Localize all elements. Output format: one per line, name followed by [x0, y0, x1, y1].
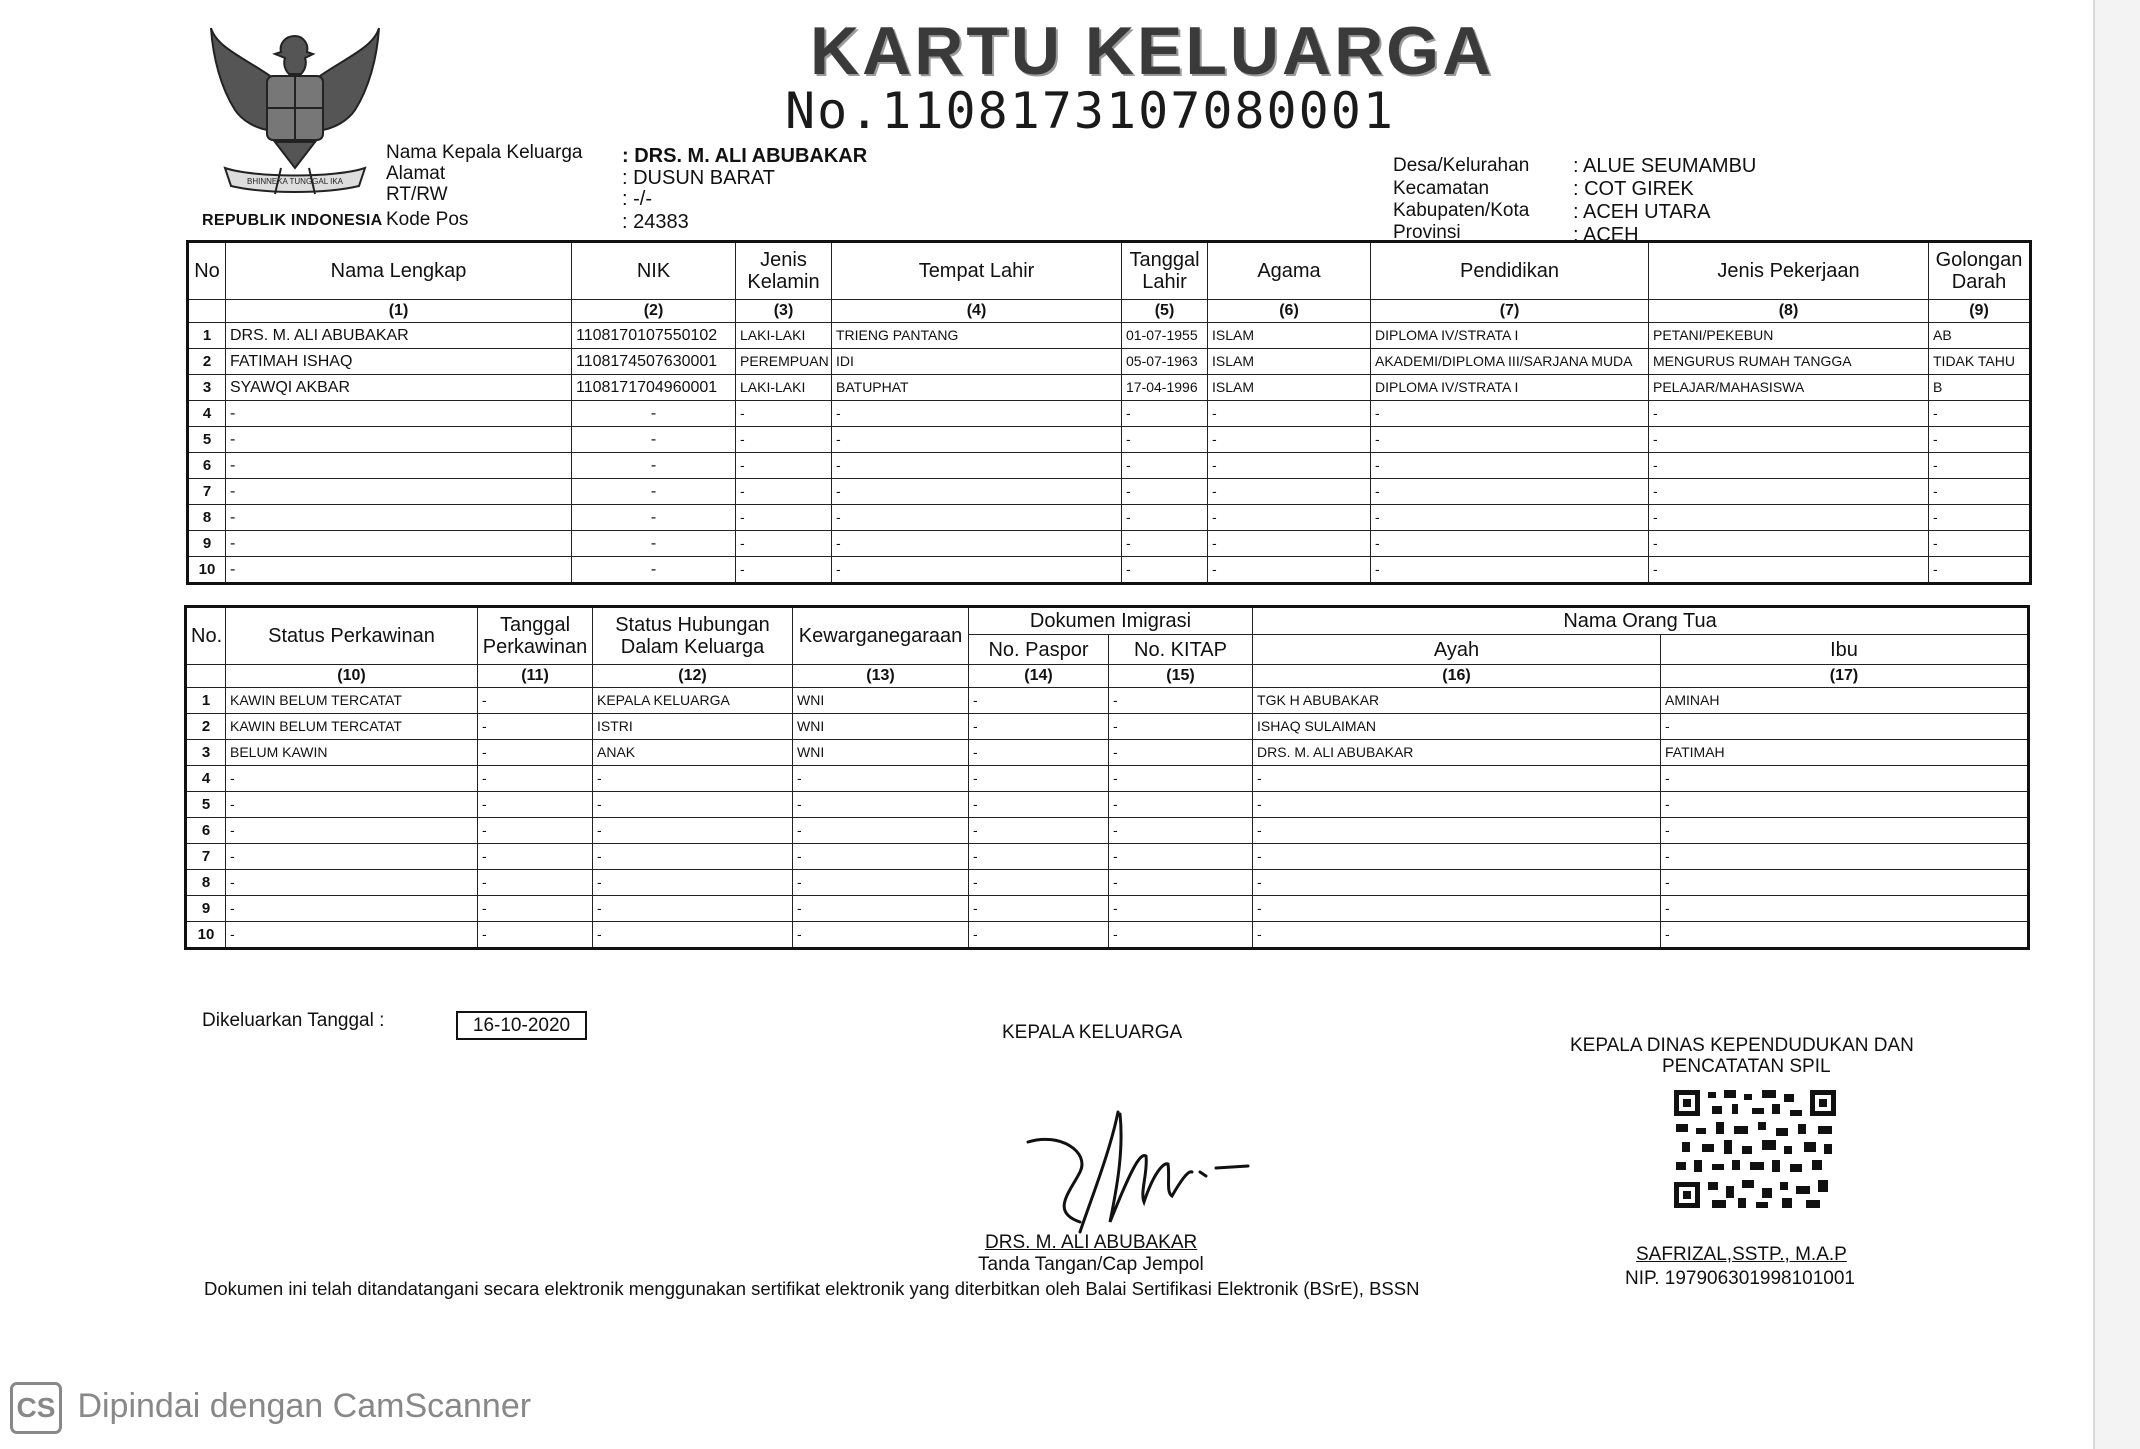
column-number-jenis-kelamin: (3) — [736, 300, 832, 323]
column-number-golongan-darah: (9) — [1929, 300, 2031, 323]
cell-jenis-kelamin: - — [736, 427, 832, 453]
cell-nama-lengkap: - — [226, 427, 572, 453]
cell-golongan-darah: - — [1929, 453, 2031, 479]
cell-status-hubungan: - — [593, 870, 793, 896]
header-ayah: Ayah — [1253, 635, 1661, 665]
cell-no: 6 — [186, 818, 226, 844]
cell-no-kitap: - — [1109, 766, 1253, 792]
official-name: SAFRIZAL,SSTP., M.A.P — [1636, 1244, 1847, 1265]
electronic-signature-disclaimer: Dokumen ini telah ditandatangani secara elektronik menggunakan sertifikat elektronik yang diterbitkan oleh Balai Sertifikasi Elektronik (BSrE), BSSN — [204, 1278, 1420, 1299]
cell-ayah: ISHAQ SULAIMAN — [1253, 714, 1661, 740]
table2-column-number-row — [186, 665, 2029, 688]
garuda-emblem-icon — [205, 18, 385, 213]
cell-tanggal-lahir: - — [1122, 427, 1208, 453]
cell-no-kitap: - — [1109, 792, 1253, 818]
header-no-kitap: No. KITAP — [1109, 635, 1253, 665]
cell-jenis-kelamin: - — [736, 505, 832, 531]
header-no-paspor: No. Paspor — [969, 635, 1109, 665]
cell-ayah: - — [1253, 792, 1661, 818]
column-number-no — [186, 665, 226, 688]
cell-pendidikan: DIPLOMA IV/STRATA I — [1371, 323, 1649, 349]
cell-status-perkawinan: - — [226, 896, 478, 922]
cell-tempat-lahir: BATUPHAT — [832, 375, 1122, 401]
cell-status-perkawinan: - — [226, 818, 478, 844]
cell-no-paspor: - — [969, 714, 1109, 740]
cell-kewarganegaraan: - — [793, 818, 969, 844]
cell-golongan-darah: - — [1929, 427, 2031, 453]
cell-no: 7 — [188, 479, 226, 505]
cell-status-perkawinan: KAWIN BELUM TERCATAT — [226, 714, 478, 740]
header-kewarganegaraan: Kewarganegaraan — [793, 607, 969, 665]
cell-ayah: TGK H ABUBAKAR — [1253, 688, 1661, 714]
column-number-no — [188, 300, 226, 323]
value-alamat: : DUSUN BARAT — [622, 167, 775, 189]
column-number-jenis-pekerjaan: (8) — [1649, 300, 1929, 323]
cell-ibu: - — [1661, 922, 2029, 949]
cell-tanggal-perkawinan: - — [478, 818, 593, 844]
cell-ayah: DRS. M. ALI ABUBAKAR — [1253, 740, 1661, 766]
header-ibu: Ibu — [1661, 635, 2029, 665]
column-number-tanggal-perkawinan: (11) — [478, 665, 593, 688]
label-provinsi: Provinsi — [1393, 222, 1461, 243]
cell-tanggal-lahir: - — [1122, 557, 1208, 584]
cell-golongan-darah: B — [1929, 375, 2031, 401]
cell-kewarganegaraan: WNI — [793, 714, 969, 740]
table1-body — [188, 323, 2031, 584]
cell-jenis-pekerjaan: - — [1649, 453, 1929, 479]
cell-jenis-pekerjaan: - — [1649, 427, 1929, 453]
document-number: No.1108173107080001 — [785, 82, 1395, 140]
table-row — [188, 531, 2031, 557]
cell-nama-lengkap: - — [226, 531, 572, 557]
cell-pendidikan: - — [1371, 505, 1649, 531]
cell-no: 1 — [186, 688, 226, 714]
cell-tanggal-perkawinan: - — [478, 714, 593, 740]
cell-tempat-lahir: - — [832, 427, 1122, 453]
header-pendidikan: Pendidikan — [1371, 242, 1649, 300]
qr-code-icon — [1672, 1088, 1838, 1210]
cell-no: 1 — [188, 323, 226, 349]
cell-status-perkawinan: - — [226, 922, 478, 949]
emblem-motto: BHINNEKA TUNGGAL IKA — [246, 177, 344, 186]
cell-no-kitap: - — [1109, 740, 1253, 766]
cell-status-hubungan: - — [593, 818, 793, 844]
cell-ibu: - — [1661, 766, 2029, 792]
column-number-no-paspor: (14) — [969, 665, 1109, 688]
cell-nama-lengkap: - — [226, 557, 572, 584]
cell-ibu: - — [1661, 896, 2029, 922]
table-row — [186, 740, 2029, 766]
cell-status-hubungan: - — [593, 922, 793, 949]
header-tanggal-perkawinan: Tanggal Perkawinan — [478, 607, 593, 665]
cell-tanggal-lahir: - — [1122, 531, 1208, 557]
cell-jenis-kelamin: LAKI-LAKI — [736, 375, 832, 401]
header-no: No. — [186, 607, 226, 665]
cell-agama: ISLAM — [1208, 349, 1371, 375]
cell-golongan-darah: - — [1929, 557, 2031, 584]
cell-status-perkawinan: KAWIN BELUM TERCATAT — [226, 688, 478, 714]
header-dokumen-imigrasi: Dokumen Imigrasi — [969, 607, 1253, 635]
cell-jenis-kelamin: - — [736, 453, 832, 479]
header-nama-orang-tua: Nama Orang Tua — [1253, 607, 2029, 635]
cell-kewarganegaraan: - — [793, 922, 969, 949]
table-row — [186, 896, 2029, 922]
column-number-ayah: (16) — [1253, 665, 1661, 688]
cell-tanggal-perkawinan: - — [478, 766, 593, 792]
table-row — [188, 375, 2031, 401]
cell-tempat-lahir: IDI — [832, 349, 1122, 375]
cell-nama-lengkap: - — [226, 401, 572, 427]
cell-ayah: - — [1253, 896, 1661, 922]
cell-no: 6 — [188, 453, 226, 479]
cell-status-perkawinan: BELUM KAWIN — [226, 740, 478, 766]
cell-status-perkawinan: - — [226, 844, 478, 870]
cell-no: 5 — [186, 792, 226, 818]
issued-date-label: Dikeluarkan Tanggal : — [202, 1010, 385, 1031]
column-number-pendidikan: (7) — [1371, 300, 1649, 323]
cell-golongan-darah: - — [1929, 531, 2031, 557]
kepala-keluarga-name: DRS. M. ALI ABUBAKAR — [985, 1232, 1198, 1253]
cell-no: 2 — [186, 714, 226, 740]
cell-ayah: - — [1253, 922, 1661, 949]
column-number-tempat-lahir: (4) — [832, 300, 1122, 323]
value-kode-pos: : 24383 — [622, 211, 689, 233]
label-kode-pos: Kode Pos — [386, 209, 469, 230]
cell-agama: - — [1208, 531, 1371, 557]
cell-no-paspor: - — [969, 792, 1109, 818]
column-number-ibu: (17) — [1661, 665, 2029, 688]
cell-tempat-lahir: - — [832, 531, 1122, 557]
cell-ibu: AMINAH — [1661, 688, 2029, 714]
camscanner-watermark — [10, 1382, 531, 1434]
cell-status-hubungan: KEPALA KELUARGA — [593, 688, 793, 714]
cell-nik: - — [572, 505, 736, 531]
cell-status-hubungan: - — [593, 766, 793, 792]
cell-no-paspor: - — [969, 896, 1109, 922]
cell-nik: - — [572, 427, 736, 453]
table2-body — [186, 688, 2029, 949]
header-jenis-pekerjaan: Jenis Pekerjaan — [1649, 242, 1929, 300]
label-kecamatan: Kecamatan — [1393, 178, 1490, 199]
cell-tanggal-perkawinan: - — [478, 896, 593, 922]
cell-no-paspor: - — [969, 688, 1109, 714]
cell-tanggal-lahir: - — [1122, 453, 1208, 479]
value-rtrw: : -/- — [622, 188, 652, 210]
official-nip: NIP. 197906301998101001 — [1625, 1268, 1855, 1289]
header-jenis-kelamin: Jenis Kelamin — [736, 242, 832, 300]
cell-jenis-pekerjaan: - — [1649, 401, 1929, 427]
cell-nik: - — [572, 453, 736, 479]
cell-no: 2 — [188, 349, 226, 375]
table-row — [188, 453, 2031, 479]
table-row — [186, 766, 2029, 792]
camscanner-logo-icon: CS — [10, 1382, 62, 1434]
cell-tempat-lahir: - — [832, 401, 1122, 427]
value-kecamatan: : COT GIREK — [1573, 178, 1694, 200]
kepala-dinas-title-line1: KEPALA DINAS KEPENDUDUKAN DAN — [1570, 1035, 1914, 1056]
cell-jenis-pekerjaan: MENGURUS RUMAH TANGGA — [1649, 349, 1929, 375]
kepala-keluarga-label: KEPALA KELUARGA — [1002, 1022, 1183, 1043]
cell-tempat-lahir: - — [832, 557, 1122, 584]
cell-kewarganegaraan: - — [793, 844, 969, 870]
cell-tanggal-perkawinan: - — [478, 740, 593, 766]
document-title: KARTU KELUARGA — [810, 13, 1495, 89]
column-number-nama-lengkap: (1) — [226, 300, 572, 323]
cell-jenis-pekerjaan: - — [1649, 557, 1929, 584]
cell-pendidikan: - — [1371, 427, 1649, 453]
cell-ibu: - — [1661, 870, 2029, 896]
cell-status-perkawinan: - — [226, 766, 478, 792]
table-row — [186, 688, 2029, 714]
cell-pendidikan: - — [1371, 453, 1649, 479]
cell-no: 9 — [186, 896, 226, 922]
cell-tanggal-lahir: 17-04-1996 — [1122, 375, 1208, 401]
value-kabupaten: : ACEH UTARA — [1573, 201, 1711, 223]
cell-ibu: - — [1661, 844, 2029, 870]
cell-pendidikan: DIPLOMA IV/STRATA I — [1371, 375, 1649, 401]
cell-no-paspor: - — [969, 844, 1109, 870]
value-desa: : ALUE SEUMAMBU — [1573, 155, 1757, 177]
cell-tanggal-perkawinan: - — [478, 792, 593, 818]
label-alamat: Alamat — [386, 163, 446, 184]
table-row — [188, 349, 2031, 375]
cell-nik: 1108170107550102 — [572, 323, 736, 349]
cell-ibu: - — [1661, 818, 2029, 844]
column-number-kewarganegaraan: (13) — [793, 665, 969, 688]
cell-no: 10 — [188, 557, 226, 584]
table2-header-row-1 — [186, 607, 2029, 635]
table-row — [188, 557, 2031, 584]
cell-no-kitap: - — [1109, 844, 1253, 870]
header-agama: Agama — [1208, 242, 1371, 300]
cell-no: 9 — [188, 531, 226, 557]
table-row — [188, 427, 2031, 453]
table1-header-row — [188, 242, 2031, 300]
cell-pendidikan: - — [1371, 557, 1649, 584]
cell-tempat-lahir: - — [832, 505, 1122, 531]
table-row — [188, 505, 2031, 531]
cell-no-paspor: - — [969, 818, 1109, 844]
cell-tanggal-perkawinan: - — [478, 844, 593, 870]
table-row — [188, 401, 2031, 427]
header-no: No — [188, 242, 226, 300]
cell-kewarganegaraan: - — [793, 896, 969, 922]
cell-ibu: - — [1661, 714, 2029, 740]
column-number-status-perkawinan: (10) — [226, 665, 478, 688]
camscanner-text: Dipindai dengan CamScanner — [77, 1386, 532, 1425]
table-row — [186, 844, 2029, 870]
table-row — [188, 479, 2031, 505]
cell-tanggal-lahir: 01-07-1955 — [1122, 323, 1208, 349]
cell-status-perkawinan: - — [226, 792, 478, 818]
cell-jenis-kelamin: PEREMPUAN — [736, 349, 832, 375]
cell-ayah: - — [1253, 870, 1661, 896]
cell-no-paspor: - — [969, 766, 1109, 792]
header-golongan-darah: Golongan Darah — [1929, 242, 2031, 300]
cell-status-hubungan: - — [593, 844, 793, 870]
cell-agama: - — [1208, 427, 1371, 453]
cell-jenis-kelamin: LAKI-LAKI — [736, 323, 832, 349]
cell-agama: - — [1208, 401, 1371, 427]
table-row — [188, 323, 2031, 349]
cell-no: 7 — [186, 844, 226, 870]
cell-jenis-pekerjaan: - — [1649, 531, 1929, 557]
cell-no: 3 — [188, 375, 226, 401]
cell-ayah: - — [1253, 766, 1661, 792]
cell-kewarganegaraan: - — [793, 870, 969, 896]
cell-agama: - — [1208, 453, 1371, 479]
header-status-hubungan: Status Hubungan Dalam Keluarga — [593, 607, 793, 665]
header-tanggal-lahir: Tanggal Lahir — [1122, 242, 1208, 300]
cell-kewarganegaraan: WNI — [793, 740, 969, 766]
cell-agama: ISLAM — [1208, 375, 1371, 401]
scan-edge — [2093, 0, 2140, 1449]
cell-golongan-darah: AB — [1929, 323, 2031, 349]
table1-column-number-row — [188, 300, 2031, 323]
cell-agama: - — [1208, 505, 1371, 531]
cell-no-paspor: - — [969, 922, 1109, 949]
cell-nama-lengkap: - — [226, 453, 572, 479]
cell-pendidikan: AKADEMI/DIPLOMA III/SARJANA MUDA — [1371, 349, 1649, 375]
cell-kewarganegaraan: WNI — [793, 688, 969, 714]
cell-pendidikan: - — [1371, 479, 1649, 505]
cell-ibu: FATIMAH — [1661, 740, 2029, 766]
cell-pendidikan: - — [1371, 401, 1649, 427]
cell-tanggal-lahir: 05-07-1963 — [1122, 349, 1208, 375]
cell-no: 3 — [186, 740, 226, 766]
cell-agama: - — [1208, 479, 1371, 505]
cell-no: 8 — [186, 870, 226, 896]
issued-date-value: 16-10-2020 — [456, 1011, 587, 1040]
cell-no: 4 — [188, 401, 226, 427]
cell-jenis-pekerjaan: - — [1649, 505, 1929, 531]
cell-tempat-lahir: TRIENG PANTANG — [832, 323, 1122, 349]
table-row — [186, 922, 2029, 949]
cell-nama-lengkap: SYAWQI AKBAR — [226, 375, 572, 401]
cell-status-hubungan: ANAK — [593, 740, 793, 766]
cell-agama: ISLAM — [1208, 323, 1371, 349]
cell-jenis-kelamin: - — [736, 479, 832, 505]
cell-status-perkawinan: - — [226, 870, 478, 896]
family-members-table — [186, 240, 2032, 585]
cell-ibu: - — [1661, 792, 2029, 818]
cell-agama: - — [1208, 557, 1371, 584]
emblem-caption: REPUBLIK INDONESIA — [202, 212, 383, 229]
column-number-no-kitap: (15) — [1109, 665, 1253, 688]
cell-no-paspor: - — [969, 740, 1109, 766]
cell-tanggal-lahir: - — [1122, 479, 1208, 505]
cell-no-kitap: - — [1109, 818, 1253, 844]
signature-caption: Tanda Tangan/Cap Jempol — [978, 1254, 1204, 1275]
cell-nik: - — [572, 479, 736, 505]
label-rtrw: RT/RW — [386, 184, 448, 205]
cell-nama-lengkap: FATIMAH ISHAQ — [226, 349, 572, 375]
cell-status-hubungan: - — [593, 792, 793, 818]
cell-jenis-kelamin: - — [736, 401, 832, 427]
family-status-table — [184, 605, 2030, 950]
cell-no-kitap: - — [1109, 688, 1253, 714]
value-provinsi: : ACEH — [1573, 224, 1639, 246]
cell-tanggal-lahir: - — [1122, 401, 1208, 427]
cell-jenis-pekerjaan: - — [1649, 479, 1929, 505]
cell-nama-lengkap: - — [226, 505, 572, 531]
cell-ayah: - — [1253, 844, 1661, 870]
cell-kewarganegaraan: - — [793, 792, 969, 818]
cell-golongan-darah: TIDAK TAHU — [1929, 349, 2031, 375]
cell-jenis-pekerjaan: PETANI/PEKEBUN — [1649, 323, 1929, 349]
cell-nama-lengkap: DRS. M. ALI ABUBAKAR — [226, 323, 572, 349]
label-nama-kepala: Nama Kepala Keluarga — [386, 142, 583, 163]
label-kabupaten: Kabupaten/Kota — [1393, 200, 1530, 221]
label-desa: Desa/Kelurahan — [1393, 155, 1530, 176]
cell-nik: - — [572, 401, 736, 427]
cell-status-hubungan: - — [593, 896, 793, 922]
cell-ayah: - — [1253, 818, 1661, 844]
cell-jenis-pekerjaan: PELAJAR/MAHASISWA — [1649, 375, 1929, 401]
column-number-status-hubungan: (12) — [593, 665, 793, 688]
kepala-dinas-title-line2: PENCATATAN SPIL — [1662, 1056, 1831, 1077]
cell-tempat-lahir: - — [832, 479, 1122, 505]
cell-nik: 1108171704960001 — [572, 375, 736, 401]
column-number-tanggal-lahir: (5) — [1122, 300, 1208, 323]
cell-nik: - — [572, 557, 736, 584]
cell-no-kitap: - — [1109, 870, 1253, 896]
header-nik: NIK — [572, 242, 736, 300]
cell-no: 10 — [186, 922, 226, 949]
column-number-nik: (2) — [572, 300, 736, 323]
cell-golongan-darah: - — [1929, 401, 2031, 427]
cell-tanggal-perkawinan: - — [478, 870, 593, 896]
table-row — [186, 714, 2029, 740]
cell-no-paspor: - — [969, 870, 1109, 896]
header-nama-lengkap: Nama Lengkap — [226, 242, 572, 300]
cell-no-kitap: - — [1109, 714, 1253, 740]
header-tempat-lahir: Tempat Lahir — [832, 242, 1122, 300]
cell-no: 8 — [188, 505, 226, 531]
cell-no: 4 — [186, 766, 226, 792]
cell-no-kitap: - — [1109, 896, 1253, 922]
cell-no-kitap: - — [1109, 922, 1253, 949]
value-nama-kepala: : DRS. M. ALI ABUBAKAR — [622, 145, 868, 167]
table-row — [186, 792, 2029, 818]
column-number-agama: (6) — [1208, 300, 1371, 323]
cell-tanggal-perkawinan: - — [478, 688, 593, 714]
cell-nik: 1108174507630001 — [572, 349, 736, 375]
cell-tempat-lahir: - — [832, 453, 1122, 479]
cell-kewarganegaraan: - — [793, 766, 969, 792]
cell-tanggal-lahir: - — [1122, 505, 1208, 531]
table-row — [186, 870, 2029, 896]
cell-golongan-darah: - — [1929, 479, 2031, 505]
table-row — [186, 818, 2029, 844]
cell-golongan-darah: - — [1929, 505, 2031, 531]
cell-jenis-kelamin: - — [736, 557, 832, 584]
cell-nama-lengkap: - — [226, 479, 572, 505]
header-status-perkawinan: Status Perkawinan — [226, 607, 478, 665]
cell-jenis-kelamin: - — [736, 531, 832, 557]
cell-pendidikan: - — [1371, 531, 1649, 557]
cell-no: 5 — [188, 427, 226, 453]
cell-nik: - — [572, 531, 736, 557]
cell-status-hubungan: ISTRI — [593, 714, 793, 740]
cell-tanggal-perkawinan: - — [478, 922, 593, 949]
signature-image — [1020, 1092, 1250, 1242]
